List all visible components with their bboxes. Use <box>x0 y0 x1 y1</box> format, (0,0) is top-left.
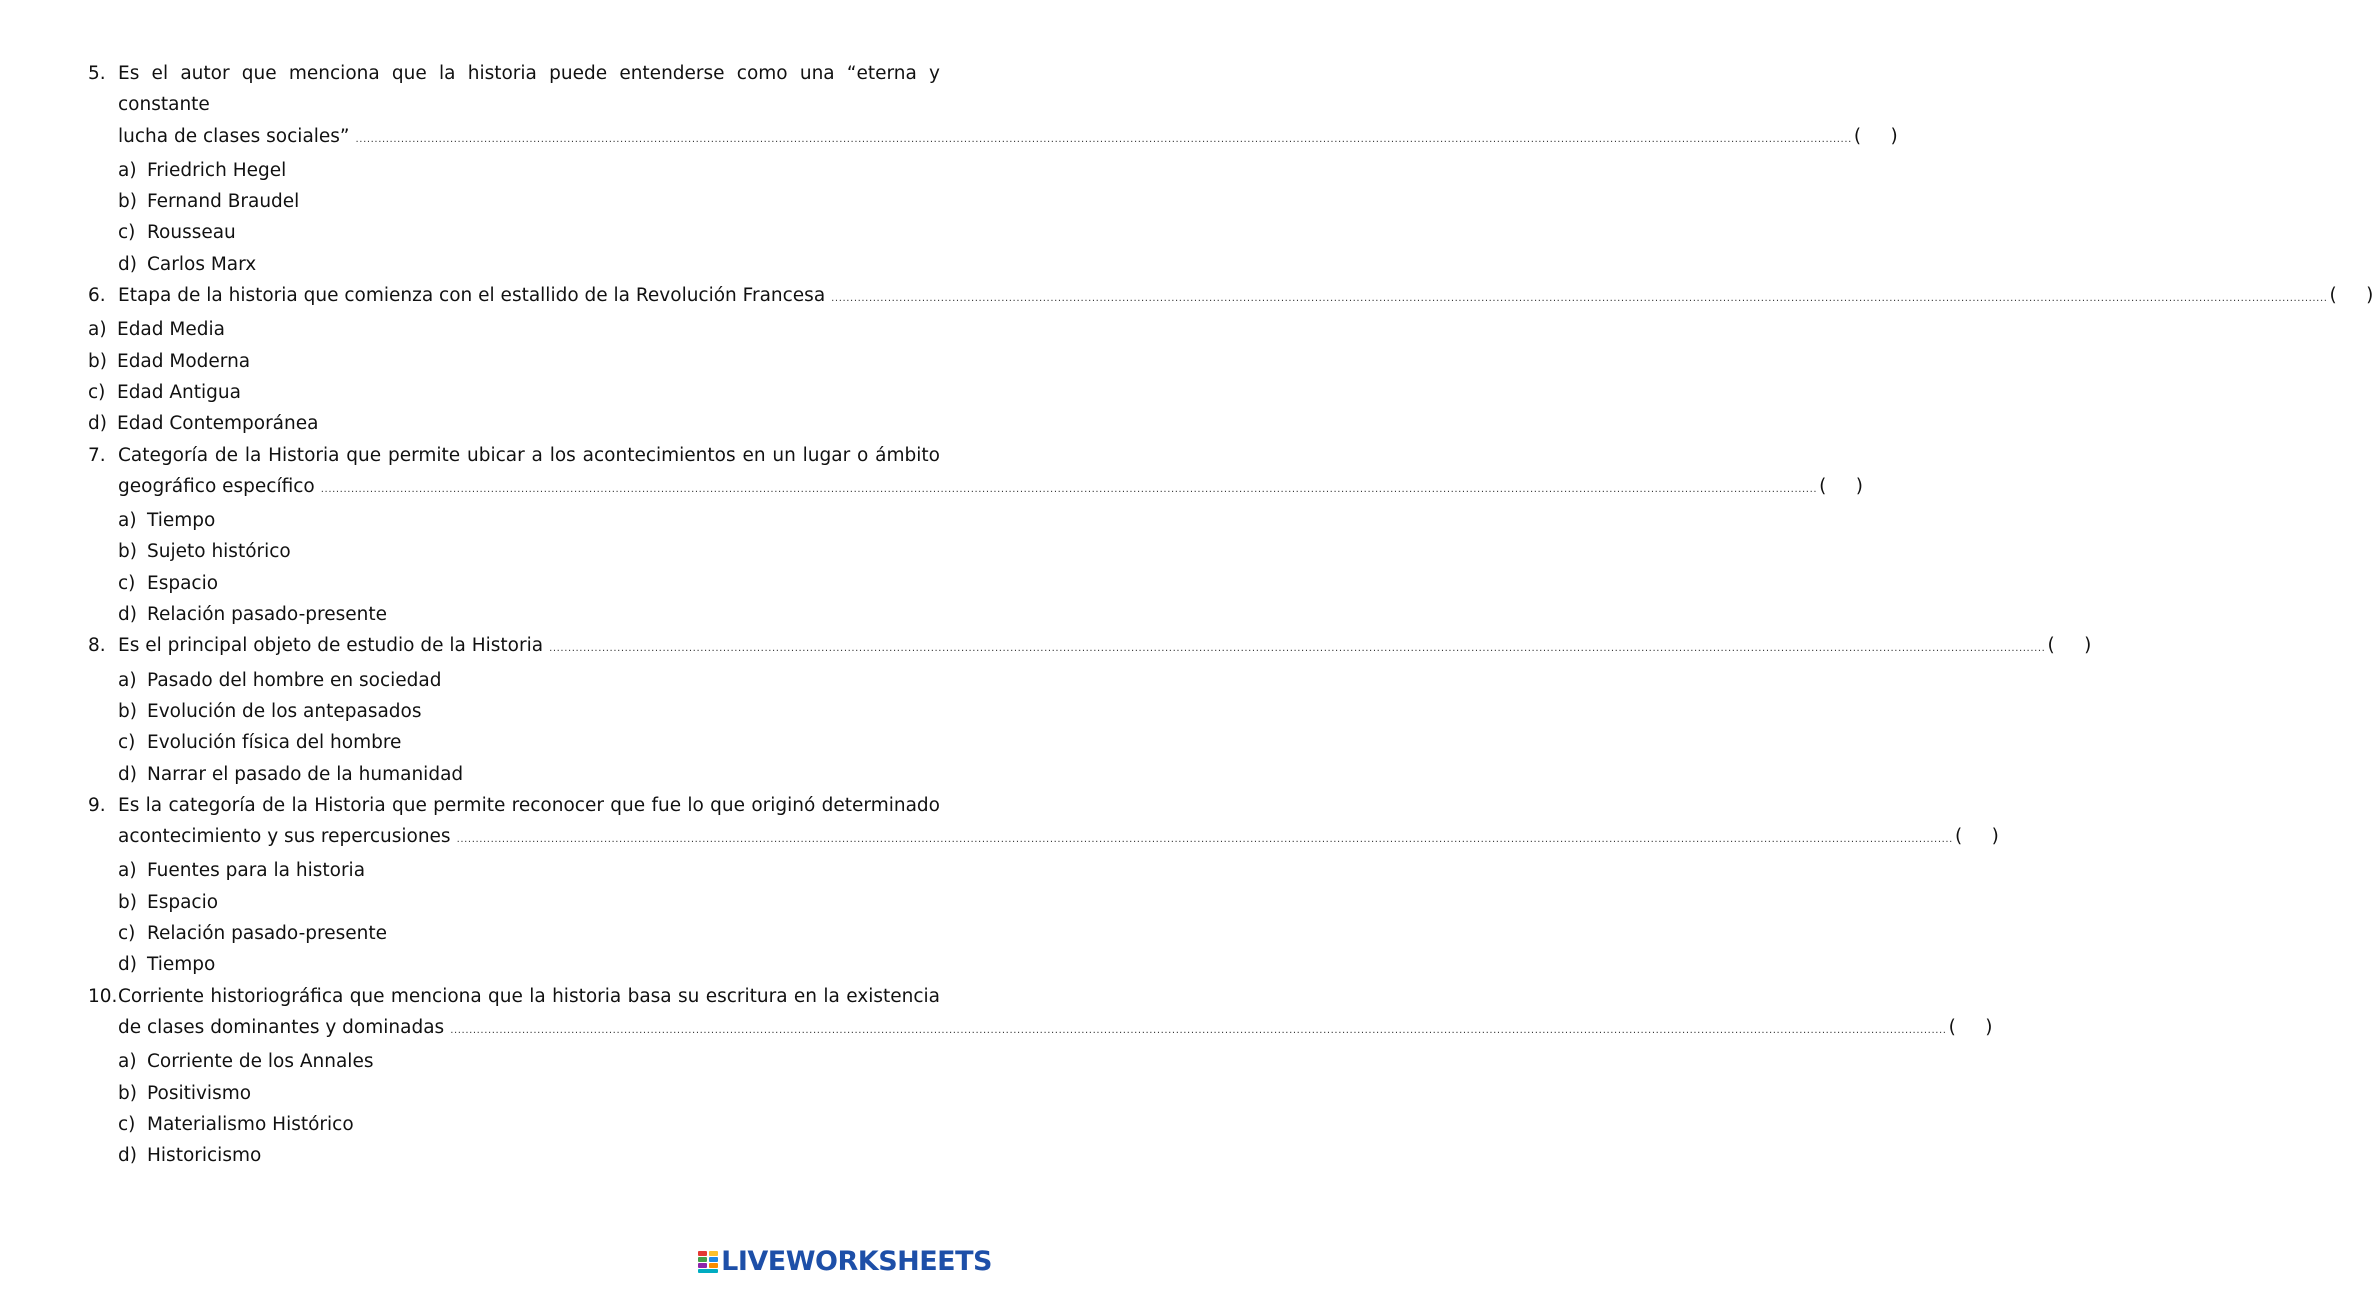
option-a[interactable]: a) Edad Media <box>88 319 225 341</box>
question-number: 6. <box>88 285 106 307</box>
dotted-leader: ............................................................................................................................................................................................................................................................................................................................................................................................................ <box>355 133 1852 145</box>
option-a[interactable]: a) Friedrich Hegel <box>118 159 287 181</box>
answer-box[interactable]: ( ) <box>2329 285 2373 307</box>
dotted-leader: ............................................................................................................................................................................................................................................................................................................................................................................................................ <box>320 483 1818 495</box>
dotted-leader: ............................................................................................................................................................................................................................................................................................................................................................................................................ <box>450 1024 1947 1036</box>
question-number: 7. <box>88 444 106 466</box>
option-b[interactable]: b) Positivismo <box>118 1082 252 1104</box>
option-a[interactable]: a) Fuentes para la historia <box>118 860 366 882</box>
question-9 <box>88 790 1999 981</box>
option-c[interactable]: c) Rousseau <box>118 222 236 244</box>
question-text: Categoría de la Historia que permite ubicar a los acontecimientos en un lugar o ámbito <box>118 444 940 466</box>
question-text: Es la categoría de la Historia que permite reconocer que fue lo que originó determinado <box>118 794 940 816</box>
answer-box[interactable]: ( ) <box>1954 826 1999 848</box>
dotted-leader: ............................................................................................................................................................................................................................................................................................................................................................................................................ <box>549 643 2046 655</box>
question-5 <box>88 58 1898 280</box>
answer-box[interactable]: ( ) <box>2047 635 2092 657</box>
question-number: 9. <box>88 794 106 816</box>
liveworksheets-logo-icon <box>698 1251 718 1273</box>
answer-box[interactable]: ( ) <box>1853 125 1898 147</box>
answer-box[interactable]: ( ) <box>1948 1016 1993 1038</box>
question-text-end: lucha de clases sociales” <box>118 125 350 147</box>
question-number: 10. <box>88 985 118 1007</box>
option-b[interactable]: b) Espacio <box>118 891 219 913</box>
option-d[interactable]: d) Carlos Marx <box>118 253 257 275</box>
question-text-end: geográfico específico <box>118 475 315 497</box>
option-c[interactable]: c) Relación pasado-presente <box>118 923 387 945</box>
question-7 <box>88 440 1863 631</box>
option-d[interactable]: d) Historicismo <box>118 1145 262 1167</box>
question-text-end: de clases dominantes y dominadas <box>118 1016 445 1038</box>
option-d[interactable]: d) Relación pasado-presente <box>118 604 387 626</box>
option-c[interactable]: c) Edad Antigua <box>88 381 241 403</box>
dotted-leader: ............................................................................................................................................................................................................................................................................................................................................................................................................ <box>831 293 2328 305</box>
option-b[interactable]: b) Evolución de los antepasados <box>118 700 422 722</box>
option-c[interactable]: c) Evolución física del hombre <box>118 732 402 754</box>
option-b[interactable]: b) Edad Moderna <box>88 350 251 372</box>
dotted-leader: ............................................................................................................................................................................................................................................................................................................................................................................................................ <box>456 834 1953 846</box>
option-c[interactable]: c) Espacio <box>118 572 219 594</box>
option-a[interactable]: a) Pasado del hombre en sociedad <box>118 669 442 691</box>
question-8 <box>88 630 2092 789</box>
question-10 <box>88 981 1993 1172</box>
worksheet-page <box>88 58 2373 1171</box>
option-d[interactable]: d) Edad Contemporánea <box>88 413 319 435</box>
question-text: Es el principal objeto de estudio de la Historia <box>118 635 544 657</box>
option-c[interactable]: c) Materialismo Histórico <box>118 1113 354 1135</box>
option-d[interactable]: d) Narrar el pasado de la humanidad <box>118 763 464 785</box>
option-b[interactable]: b) Fernand Braudel <box>118 191 300 213</box>
watermark-text: LIVEWORKSHEETS <box>721 1246 992 1277</box>
question-number: 8. <box>88 635 106 657</box>
liveworksheets-watermark <box>698 1246 992 1277</box>
option-a[interactable]: a) Tiempo <box>118 510 216 532</box>
option-d[interactable]: d) Tiempo <box>118 954 216 976</box>
option-a[interactable]: a) Corriente de los Annales <box>118 1051 374 1073</box>
question-text-end: acontecimiento y sus repercusiones <box>118 826 451 848</box>
question-text: Es el autor que menciona que la historia puede entenderse como una “eterna y constante <box>118 63 940 116</box>
question-6 <box>88 280 2373 439</box>
answer-box[interactable]: ( ) <box>1819 475 1863 497</box>
option-b[interactable]: b) Sujeto histórico <box>118 541 291 563</box>
question-text: Etapa de la historia que comienza con el estallido de la Revolución Francesa <box>118 285 826 307</box>
question-text: Corriente historiográfica que menciona que la historia basa su escritura en la existencia <box>118 985 940 1007</box>
question-number: 5. <box>88 63 106 84</box>
